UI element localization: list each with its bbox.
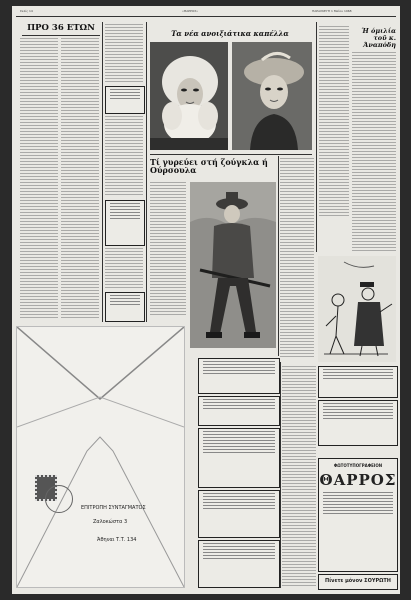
headline-ursula-jungle: Τί γυρεύει στή ζούγκλα ή Ούρσουλα [150, 157, 268, 176]
issue-date: ΠΑΡΑΣΚΕΥΗ 1 Μαΐου 1968 [312, 9, 352, 13]
newspaper-page [12, 6, 400, 594]
envelope-illustration [16, 326, 185, 588]
column-divider [146, 22, 147, 322]
recipient-line-3: Άθηναι Τ.Τ. 134 [97, 537, 137, 543]
headline-omilia: Ή όμιλία τοῦ κ. Άναπόδη [361, 27, 396, 49]
photo-woman-white-hat [150, 42, 228, 150]
postmark [45, 485, 73, 513]
ad-subtitle: ΦΩΤΟΤΥΠΟΓΡΑΦΕΙΟΝ [333, 463, 383, 468]
article-text-column [150, 182, 186, 316]
article-text-column [105, 248, 143, 288]
photo-ursula-with-rifle [190, 182, 276, 348]
column-divider [102, 22, 103, 322]
ad-box [198, 428, 280, 488]
header-rule [16, 16, 396, 17]
recipient-line-2: Ζαλοκώστα 3 [93, 519, 128, 525]
headline-hats: Τα νέα ανοιξιάτικα καπέλλα [171, 29, 289, 38]
ad-title-tharros: ΘΑΡΡΟΣ [319, 471, 397, 489]
article-text-column [282, 366, 316, 586]
ad-box [198, 490, 280, 538]
article-text-column [105, 116, 143, 196]
ad-box [198, 358, 280, 394]
cartoon-illustration [318, 256, 396, 362]
article-text-column [61, 38, 99, 320]
article-text-column [352, 52, 396, 252]
column-divider [278, 156, 279, 356]
ad-box [318, 366, 398, 398]
ad-box [318, 400, 398, 446]
ad-sourotis [318, 574, 398, 590]
article-text-column [105, 24, 143, 84]
column-divider [316, 22, 317, 252]
article-text-column [319, 26, 349, 216]
article-text-column [280, 158, 314, 358]
ad-tharros-phototypesetting [318, 458, 398, 572]
article-text-column [20, 38, 58, 320]
small-notice-box [105, 86, 145, 114]
paper-name: «ΘΑΡΡΟΣ» [182, 9, 198, 13]
page-number: Σελίς 14 [20, 9, 33, 13]
column-divider [280, 362, 281, 588]
ad-box [198, 396, 280, 426]
photo-woman-straw-hat [232, 42, 312, 150]
ad-slogan: Πίνετε μόνον ΣΟΥΡΩΤΗ [325, 578, 391, 584]
section-rule [150, 154, 312, 155]
ad-box [198, 540, 280, 588]
small-notice-box [105, 292, 145, 322]
small-notice-box [105, 200, 145, 246]
headline-pro-36-eton: ΠΡΟ 36 ΕΤΩΝ [27, 23, 95, 33]
recipient-line-1: ΕΠΙΤΡΟΠΗ ΣΥΝΤΑΓΜΑΤΟΣ [81, 505, 146, 511]
headline-underline [22, 35, 100, 36]
